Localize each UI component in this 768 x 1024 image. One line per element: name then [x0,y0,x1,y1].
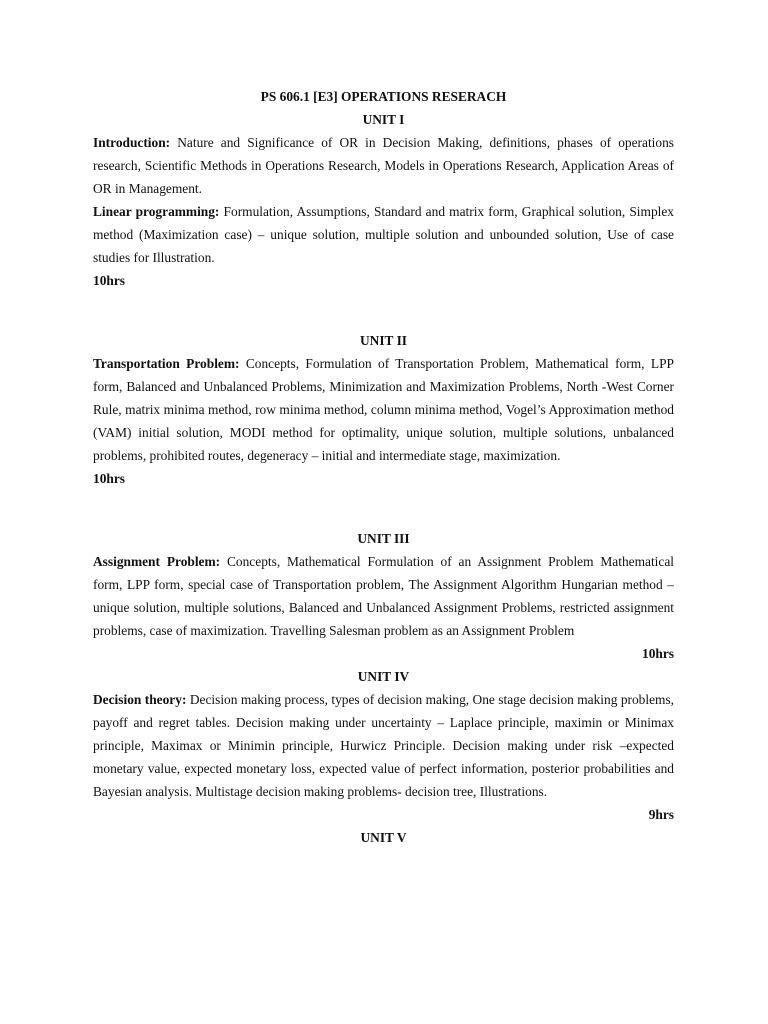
section-gap [93,490,674,527]
topic-label: Introduction: [93,135,171,150]
unit-heading: UNIT I [362,112,405,127]
topic-paragraph [93,550,674,642]
topic-label: Decision theory: [93,692,187,707]
topic-paragraph [93,352,674,467]
document-content [93,85,674,849]
unit-heading: UNIT II [359,333,407,348]
unit-3-section [93,527,674,665]
section-gap [93,292,674,329]
topic-text: Formulation, Assumptions, Standard and matrix form, Graphical solution, Simplex method (Maximization case) – unique solution, multiple solution and unbounded solution, Use of case studies for Illustration. [93,204,674,265]
unit-heading: UNIT IV [357,669,410,684]
unit-hours: 10hrs [642,646,674,661]
topic-paragraph [93,688,674,803]
document-title: PS 606.1 [E3] OPERATIONS RESERACH [260,89,507,104]
unit-heading: UNIT V [360,830,407,845]
unit-heading: UNIT III [357,531,410,546]
topic-label: Assignment Problem: [93,554,221,569]
topic-paragraph [93,200,674,269]
topic-text: Decision making process, types of decision making, One stage decision making problems, payoff and regret tables. Decision making under uncertainty – Laplace principle, maximin or Minimax principle, Maximax or Minimin principle, Hurwicz Principle. Decision making under risk –expected monetary value, expected monetary loss, expected value of perfect information, posterior probabilities and Bayesian analysis. Multistage decision making problems- decision tree, Illustrations. [93,692,675,799]
topic-text: Concepts, Mathematical Formulation of an Assignment Problem Mathematical form, LPP form, special case of Transportation problem, The Assignment Algorithm Hungarian method – unique solution, multiple solutions, Balanced and Unbalanced Assignment Problems, restricted assignment problems, case of maximization. Travelling Salesman problem as an Assignment Problem [93,554,674,638]
unit-1-section [93,108,674,292]
topic-text: Concepts, Formulation of Transportation Problem, Mathematical form, LPP form, Balanced and Unbalanced Problems, Minimization and Maximization Problems, North -West Corner Rule, matrix minima method, row minima method, column minima method, Vogel’s Approximation method (VAM) initial solution, MODI method for optimality, unique solution, multiple solutions, unbalanced problems, prohibited routes, degeneracy – initial and intermediate stage, maximization. [93,356,674,463]
unit-5-section [93,826,674,849]
unit-2-section [93,329,674,490]
topic-paragraph [93,131,674,200]
unit-4-section [93,665,674,826]
unit-hours: 10hrs [93,471,125,486]
topic-label: Linear programming: [93,204,220,219]
topic-label: Transportation Problem: [93,356,240,371]
unit-hours: 9hrs [648,807,674,822]
unit-hours: 10hrs [93,273,125,288]
topic-text: Nature and Significance of OR in Decision Making, definitions, phases of operations research, Scientific Methods in Operations Research, Models in Operations Research, Application Areas of OR in Management. [93,135,674,196]
